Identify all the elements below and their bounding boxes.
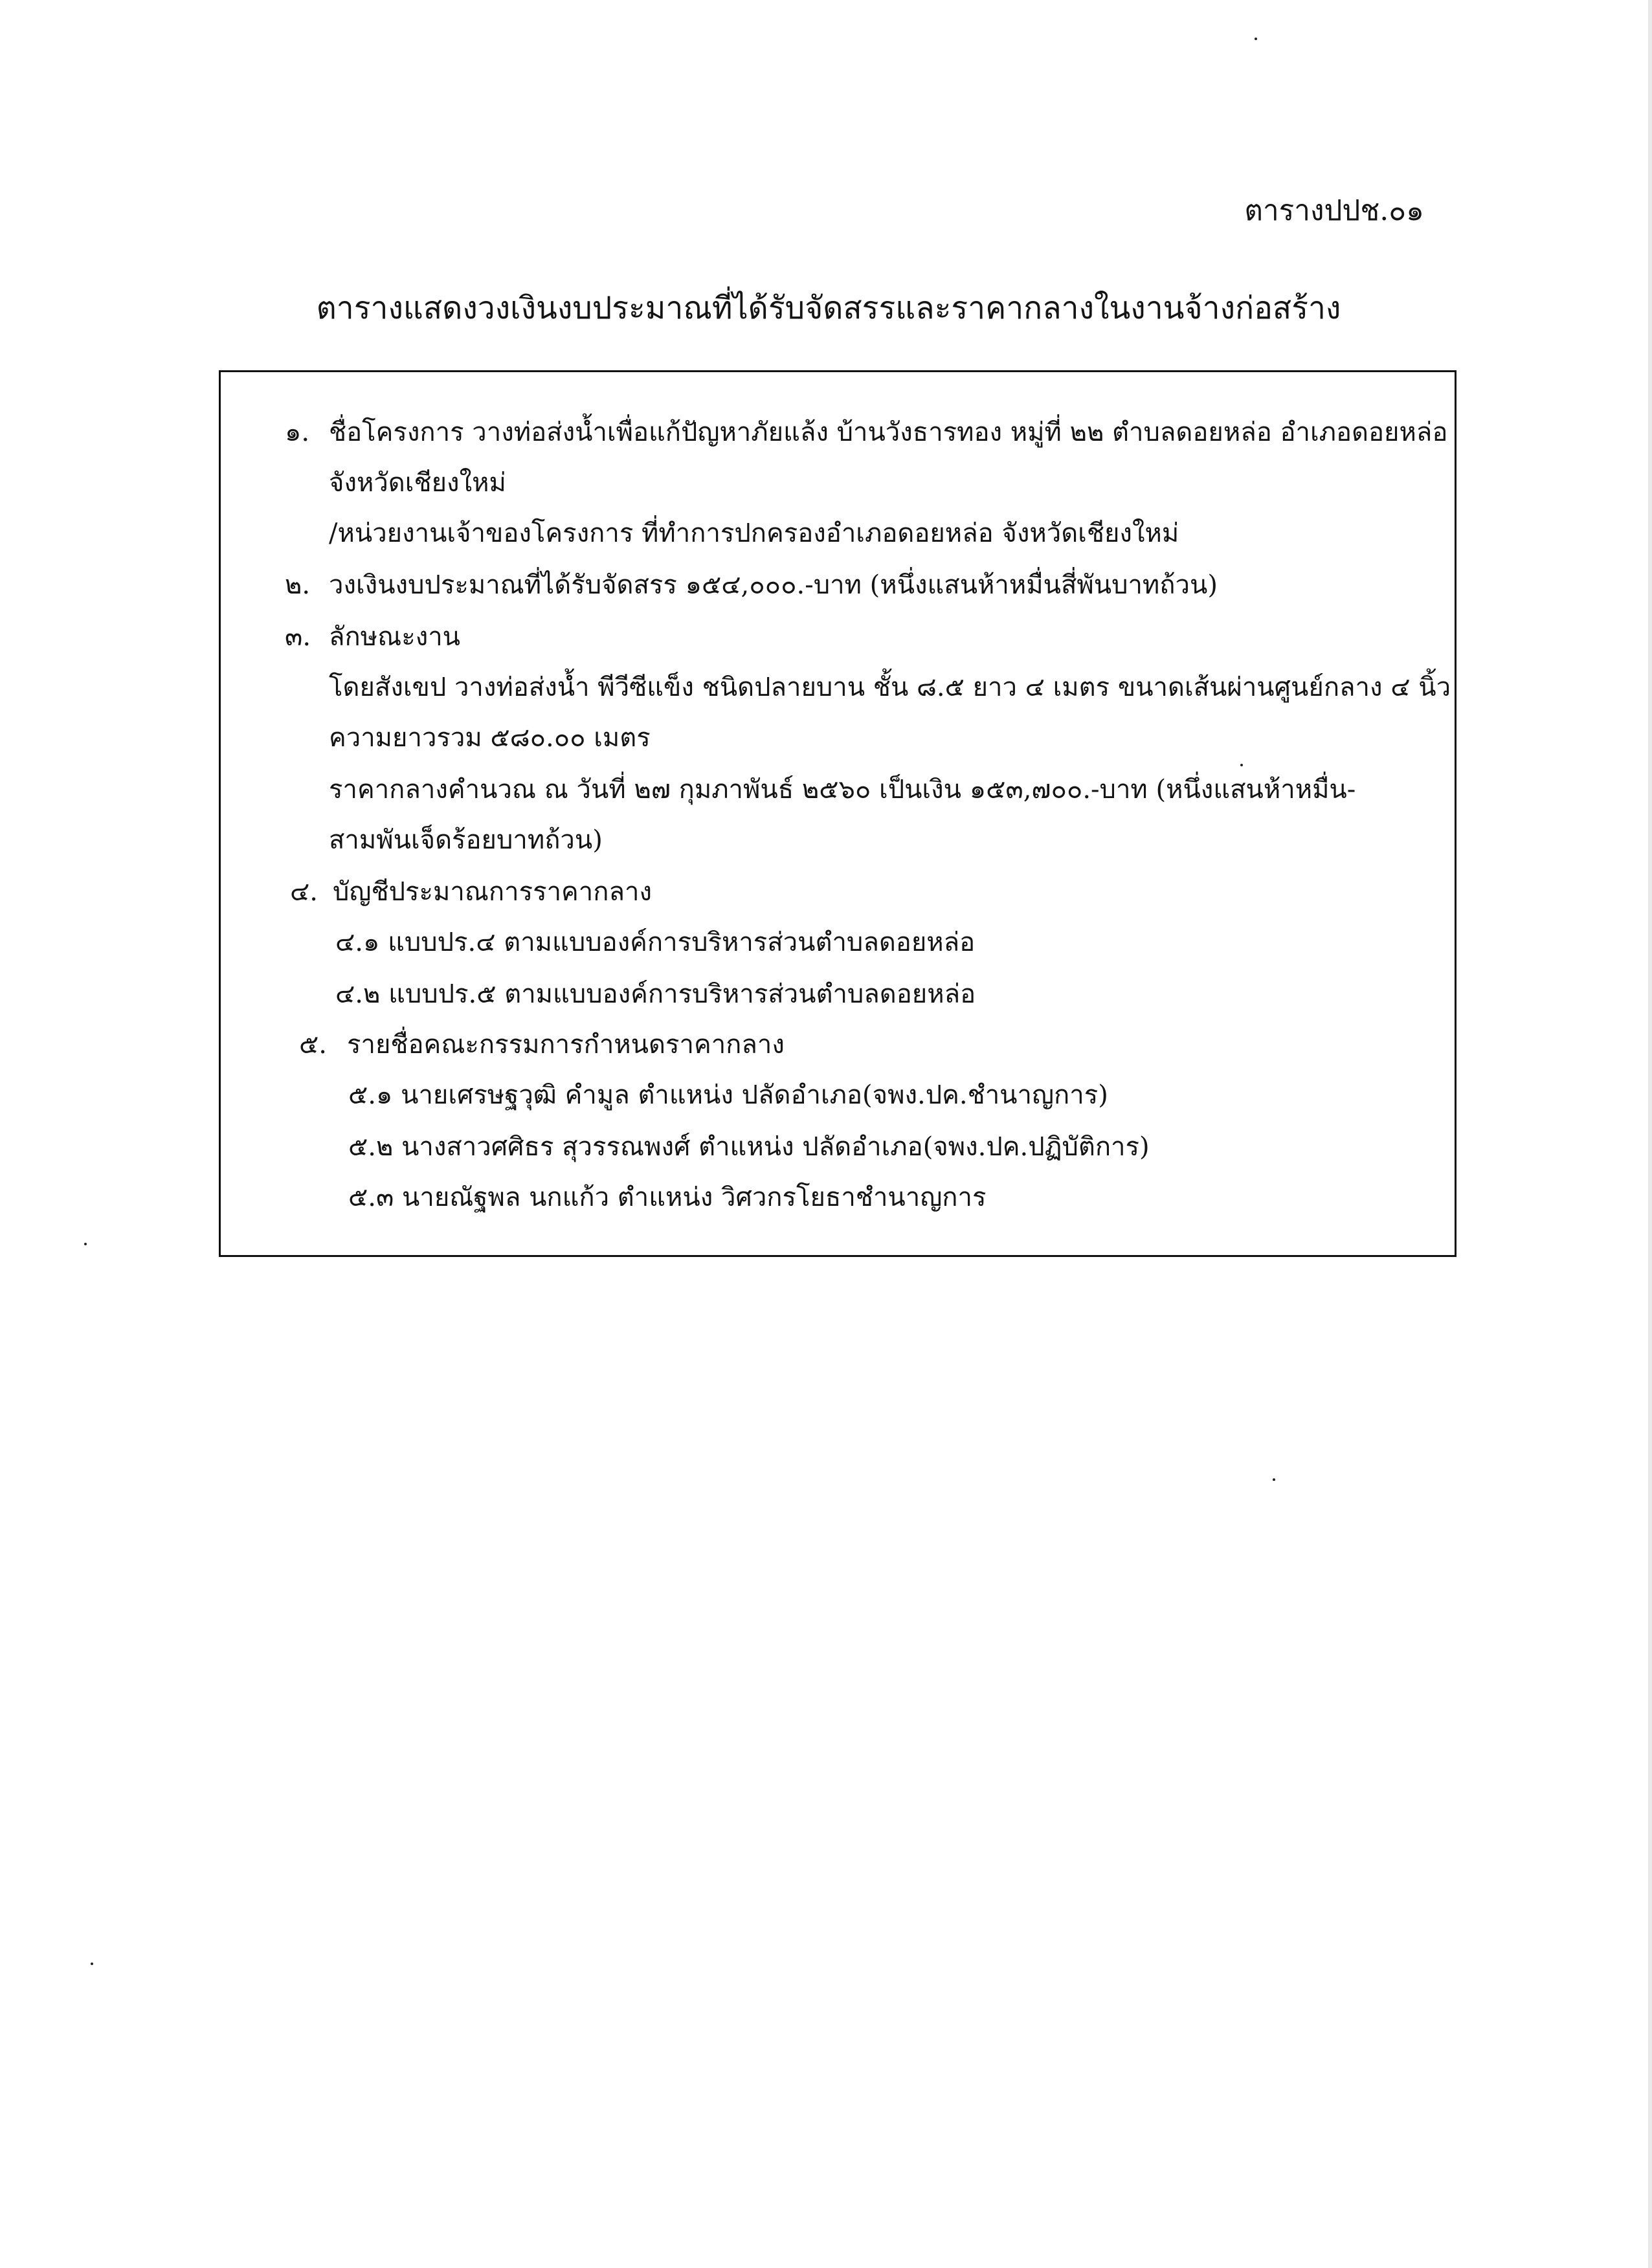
committee-member-3: ๕.๓ นายณัฐพล นกแก้ว ตำแหน่ง วิศวกรโยธาชำนาญการ — [348, 1183, 987, 1212]
committee-member-2: ๕.๒ นางสาวศศิธร สุวรรณพงศ์ ตำแหน่ง ปลัดอำเภอ(จพง.ปค.ปฏิบัติการ) — [348, 1132, 1150, 1162]
section-2-number: ๒. — [285, 570, 311, 600]
project-name-line-2: จังหวัดเชียงใหม่ — [329, 468, 506, 498]
document-title: ตารางแสดงวงเงินงบประมาณที่ได้รับจัดสรรและราคากลางในงานจ้างก่อสร้าง — [316, 290, 1341, 326]
work-description-heading: ลักษณะงาน — [329, 622, 461, 652]
section-5-number: ๕. — [299, 1030, 327, 1060]
project-name-line-1: ชื่อโครงการ วางท่อส่งน้ำเพื่อแก้ปัญหาภัยแล้ง บ้านวังธารทอง หมู่ที่ ๒๒ ตำบลดอยหล่อ อำเภอดอยหล่อ — [329, 417, 1448, 447]
estimate-heading: บัญชีประมาณการราคากลาง — [333, 877, 652, 907]
committee-heading: รายชื่อคณะกรรมการกำหนดราคากลาง — [347, 1030, 785, 1060]
work-summary-line-1: โดยสังเขป วางท่อส่งน้ำ พีวีซีแข็ง ชนิดปลายบาน ชั้น ๘.๕ ยาว ๔ เมตร ขนาดเส้นผ่านศูนย์กลาง ๔ นิ้ว — [329, 673, 1451, 702]
median-price-line-2: สามพันเจ็ดร้อยบาทถ้วน) — [329, 825, 603, 855]
scan-speck — [1255, 38, 1257, 40]
committee-member-1: ๕.๑ นายเศรษฐวุฒิ คำมูล ตำแหน่ง ปลัดอำเภอ(จพง.ปค.ชำนาญการ) — [348, 1080, 1108, 1110]
section-3-number: ๓. — [285, 622, 311, 652]
page-edge — [1648, 0, 1652, 2268]
median-price-line-1: ราคากลางคำนวณ ณ วันที่ ๒๗ กุมภาพันธ์ ๒๕๖๐ เป็นเงิน ๑๕๓,๗๐๐.-บาท (หนึ่งแสนห้าหมื่น- — [329, 775, 1356, 805]
content-box — [219, 370, 1457, 1257]
scan-speck — [84, 1243, 87, 1245]
estimate-item-4-1: ๔.๑ แบบปร.๔ ตามแบบองค์การบริหารส่วนตำบลดอยหล่อ — [335, 928, 976, 957]
project-owner-line: /หน่วยงานเจ้าของโครงการ ที่ทำการปกครองอำเภอดอยหล่อ จังหวัดเชียงใหม่ — [329, 518, 1179, 548]
estimate-item-4-2: ๔.๒ แบบปร.๕ ตามแบบองค์การบริหารส่วนตำบลดอยหล่อ — [335, 979, 976, 1009]
form-code: ตารางปปช.๐๑ — [1244, 194, 1424, 227]
budget-line: วงเงินงบประมาณที่ได้รับจัดสรร ๑๕๔,๐๐๐.-บาท (หนึ่งแสนห้าหมื่นสี่พันบาทถ้วน) — [329, 570, 1218, 600]
scan-speck — [91, 1962, 93, 1965]
scan-speck — [1273, 1478, 1275, 1481]
section-4-number: ๔. — [290, 877, 318, 907]
scan-speck — [1240, 764, 1243, 766]
section-1-number: ๑. — [285, 417, 310, 447]
work-summary-line-2: ความยาวรวม ๕๘๐.๐๐ เมตร — [329, 723, 651, 753]
